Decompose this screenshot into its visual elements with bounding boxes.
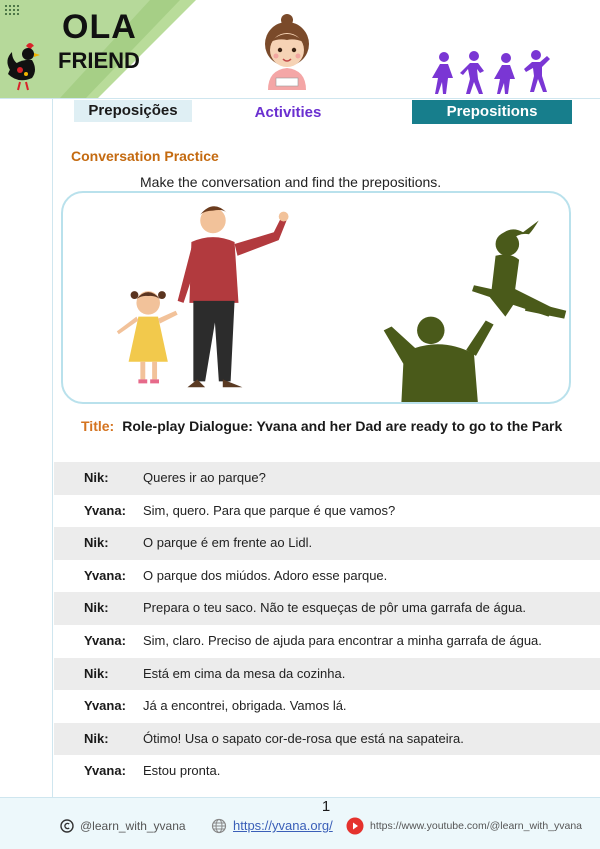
dad-walking-figure: [178, 206, 289, 387]
tab-preposicoes: Preposições: [74, 100, 192, 122]
dialogue-line: Ótimo! Usa o sapato cor-de-rosa que está na sapateira.: [143, 730, 464, 746]
silhouette-father-lifting-child: [384, 220, 567, 402]
father-daughter-illustration: [63, 193, 569, 402]
margin-line: [52, 0, 53, 849]
dialogue-line: O parque é em frente ao Lidl.: [143, 535, 313, 551]
dialogue-row: [54, 495, 600, 528]
dialogue-line: Está em cima da mesa da cozinha.: [143, 665, 346, 681]
dialogue-row: [54, 625, 600, 658]
tab-activities: Activities: [254, 104, 322, 121]
speaker-name: Yvana:: [84, 763, 126, 779]
dialogue-line: Já a encontrei, obrigada. Vamos lá.: [143, 698, 347, 714]
dialogue-line: Sim, quero. Para que parque é que vamos?: [143, 502, 396, 518]
speaker-name: Yvana:: [84, 632, 126, 648]
website-text: https://yvana.org/: [233, 818, 333, 833]
title-label: Title:: [81, 418, 115, 434]
youtube-link[interactable]: [346, 817, 582, 835]
dialogue-row: [54, 755, 600, 788]
tab-prepositions: Prepositions: [412, 100, 572, 124]
dialogue-table: [54, 462, 600, 788]
speaker-name: Nik:: [84, 730, 109, 746]
dialogue-row: [54, 592, 600, 625]
dialogue-row: [54, 690, 600, 723]
instruction-text: Make the conversation and find the prepositions.: [140, 174, 442, 190]
instagram-text: @learn_with_yvana: [80, 819, 186, 833]
copyright-icon: [60, 819, 74, 833]
dialogue-row: [54, 527, 600, 560]
dialogue-line: Prepara o teu saco. Não te esqueças de pôr uma garrafa de água.: [143, 600, 527, 616]
dots-icon: [4, 4, 22, 16]
speaker-name: Nik:: [84, 665, 109, 681]
dialogue-line: Estou pronta.: [143, 763, 221, 779]
page-number: 1: [321, 798, 331, 815]
dialogue-line: Queres ir ao parque?: [143, 470, 266, 485]
globe-icon: [211, 818, 227, 834]
dialogue-line: O parque dos miúdos. Adoro esse parque.: [143, 567, 388, 583]
girl-avatar-icon: [258, 12, 316, 92]
instagram-handle[interactable]: [60, 817, 186, 835]
speaker-name: Nik:: [84, 470, 109, 485]
dialogue-row: [54, 462, 600, 495]
girl-walking-figure: [117, 291, 178, 383]
dialogue-title: [81, 418, 562, 434]
running-kids-icon: [428, 48, 554, 96]
youtube-text: https://www.youtube.com/@learn_with_yvana: [370, 820, 583, 832]
logo-title: OLA: [62, 8, 137, 46]
illustration-frame: [61, 191, 571, 404]
website-link[interactable]: [211, 817, 333, 835]
speaker-name: Yvana:: [84, 502, 126, 518]
speaker-name: Yvana:: [84, 698, 126, 714]
dialogue-line: Sim, claro. Preciso de ajuda para encontrar a minha garrafa de água.: [143, 632, 542, 648]
title-text: Role-play Dialogue: Yvana and her Dad are ready to go to the Park: [122, 418, 563, 434]
dialogue-row: [54, 723, 600, 756]
section-title: Conversation Practice: [71, 148, 219, 164]
dialogue-row: [54, 658, 600, 691]
speaker-name: Nik:: [84, 535, 109, 551]
speaker-name: Nik:: [84, 600, 109, 616]
dialogue-row: [54, 560, 600, 593]
youtube-icon: [346, 817, 364, 835]
header-rule: [0, 98, 600, 99]
rooster-icon: [4, 40, 44, 92]
speaker-name: Yvana:: [84, 567, 126, 583]
logo-subtitle: FRIEND: [58, 48, 140, 73]
